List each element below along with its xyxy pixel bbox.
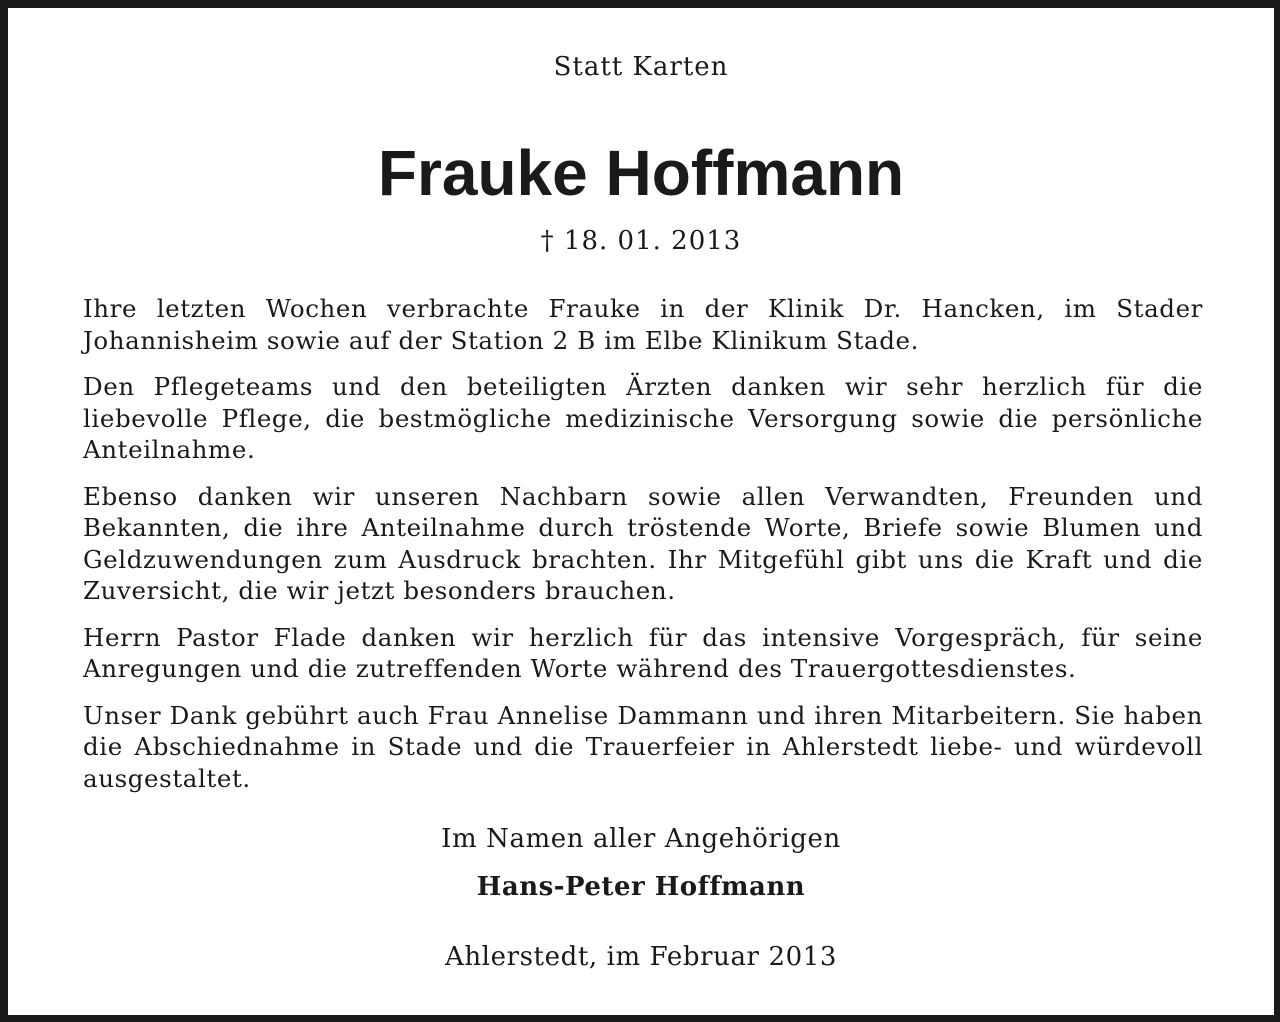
deceased-name: Frauke Hoffmann xyxy=(377,137,905,209)
closing-line: Im Namen aller Angehörigen xyxy=(441,824,841,854)
signer-name: Hans-Peter Hoffmann xyxy=(476,872,806,902)
notice-body xyxy=(83,293,1203,809)
paragraph-4: Herrn Pastor Flade danken wir herzlich für das intensive Vorgespräch, für seine Anregungen und die zutreffenden Worte während des Trauergottesdienstes. xyxy=(83,622,1203,683)
kicker-text: Statt Karten xyxy=(553,52,729,82)
place-and-date: Ahlerstedt, im Februar 2013 xyxy=(444,942,838,972)
paragraph-1: Ihre letzten Wochen verbrachte Frauke in der Klinik Dr. Hancken, im Stader Johannisheim sowie auf der Station 2 B im Elbe Klinikum Stade. xyxy=(83,294,1203,355)
paragraph-5: Unser Dank gebührt auch Frau Annelise Dammann und ihren Mitarbeitern. Sie haben die Abschiednahme in Stade und die Trauerfeier in Ahlerstedt liebe- und würdevoll ausgestaltet. xyxy=(83,700,1203,793)
paragraph-3: Ebenso danken wir unseren Nachbarn sowie allen Verwandten, Freunden und Bekannten, die ihre Anteilnahme durch tröstende Worte, Briefe sowie Blumen und Geldzuwendungen zum Ausdruck brachten. Ihr Mitgefühl gibt uns die Kraft und die Zuversicht, die wir jetzt besonders brauchen. xyxy=(83,481,1203,605)
death-date: † 18. 01. 2013 xyxy=(540,226,742,256)
paragraph-2: Den Pflegeteams und den beteiligten Ärzten danken wir sehr herzlich für die liebevolle Pflege, die bestmögliche medizinische Versorgung sowie die persönliche Anteilnahme. xyxy=(83,372,1203,464)
